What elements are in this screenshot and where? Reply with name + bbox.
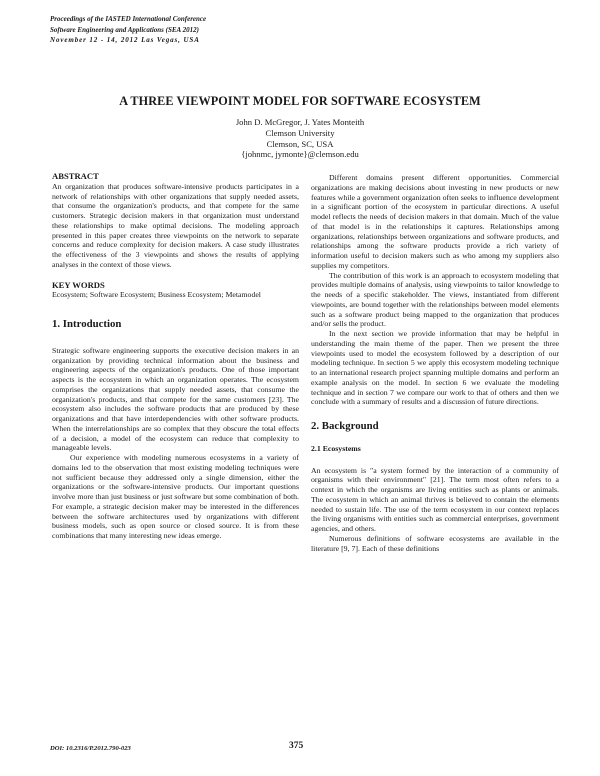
background-paragraph-1: An ecosystem is "a system formed by the interaction of a community of organisms with their environment" [21]. The term most often refers to a context in which the organisms are living entities such as plants or animals. The ecosystem in which an animal thrives is believed to contain the elements needed to sustain life. The use of the term ecosystem in our context replaces the living organisms with entities such as commercial enterprises, government agencies, and others. bbox=[311, 465, 559, 533]
background-heading: 2. Background bbox=[311, 420, 379, 432]
intro-paragraph-2: Our experience with modeling numerous ecosystems in a variety of domains led to the observation that most existing modeling techniques were not sufficient because they addressed only a single dimension, either the organizations or the software-intensive products. Our important questions involve more than just business or just software but some combination of both. For example, a strategic decision maker may be interested in the differences between the software architectures used by organizations with different business models, such as open source or closed source. It is from these combinations that many interesting new ideas emerge. bbox=[52, 453, 299, 540]
conference-subtitle: Software Engineering and Applications (SEA 2012) bbox=[50, 25, 199, 34]
background-paragraph-2: Numerous definitions of software ecosystems are available in the literature [9, 7]. Each of these definitions bbox=[311, 533, 559, 553]
author-affiliation: Clemson University bbox=[265, 127, 335, 138]
conference-name: Proceedings of the IASTED International Conference bbox=[50, 15, 207, 23]
author-location: Clemson, SC, USA bbox=[266, 138, 334, 149]
intro-paragraph-4: The contribution of this work is an approach to ecosystem modeling that provides multiple domains of analysis, using viewpoints to tailor knowledge to the needs of a specific stakeholder. The views, instantiated from different viewpoints, are bound together with the relationships between model elements such as a software product being mapped to the organization that produces and/or sells the product. bbox=[311, 270, 559, 329]
intro-paragraph-3: Different domains present different opportunities. Commercial organizations are making decisions about investing in new products or new features while a government organization often seeks to influence development in a significant portion of the ecosystem in particular directions. A useful model reflects the needs of decision makers in that domain. Much of the value of that model is in the relationships it captures. Relationships among organizations, relationships between organizations and software products, and relationships among the software products provide a rich variety of information useful to decision makers such as who among my suppliers also supplies my competitors. bbox=[311, 173, 559, 270]
abstract-text: An organization that produces software-intensive products participates in a network of relationships with other organizations that supply needed assets, that consume the organization's products, and that compete for the same customers. Strategic decision makers in that organization must understand these relationships to make optimal decisions. The modeling approach presented in this paper creates three viewpoints on the network to separate concerns and reduce complexity for decision makers. A case study illustrates the effectiveness of the 3 viewpoints and shows the results of applying analyses in the context of those views. bbox=[52, 181, 299, 269]
left-column bbox=[52, 172, 299, 541]
author-names: John D. McGregor, J. Yates Monteith bbox=[235, 117, 365, 127]
conference-header bbox=[50, 14, 350, 46]
author-email: {johnmc, jymonte}@clemson.edu bbox=[241, 149, 359, 160]
author-block bbox=[150, 117, 450, 160]
intro-paragraph-5: In the next section we provide information that may be helpful in understanding the main theme of the paper. Then we present the three viewpoints used to model the ecosystem followed by a description of our modeling technique. In section 5 we apply this ecosystem modeling technique to an international research project spanning multiple domains and perform an example analysis on the model. In section 6 we evaluate the modeling technique and in section 7 we compare our work to that of others and then we conclude with a summary of results and a discussion of future directions. bbox=[311, 329, 559, 407]
introduction-heading: 1. Introduction bbox=[52, 318, 122, 330]
page-number: 375 bbox=[289, 741, 304, 751]
intro-paragraph-1: Strategic software engineering supports the executive decision makers in an organization by providing technical information about the business and engineering aspects of the organization's products. One of those important aspects is the ecosystem in which an organization operates. The ecosystem comprises the organizations that supply needed assets, that consume the organization's products, and that compete for the same customers [23]. The ecosystem also includes the software products that are produced by these organizations and that have interdependencies with other software products. When the interrelationships are so complex that they obscure the total effects of a decision, a model of the ecosystem can reduce that complexity to manageable levels. bbox=[52, 345, 299, 453]
right-column bbox=[311, 173, 559, 553]
paper-title: A THREE VIEWPOINT MODEL FOR SOFTWARE ECOSYSTEM bbox=[119, 94, 481, 108]
keywords-text: Ecosystem; Software Ecosystem; Business Ecosystem; Metamodel bbox=[52, 290, 261, 300]
abstract-heading: ABSTRACT bbox=[52, 171, 99, 181]
conference-dates: November 12 - 14, 2012 Las Vegas, USA bbox=[50, 36, 200, 44]
keywords-heading: KEY WORDS bbox=[52, 279, 105, 290]
ecosystems-subheading: 2.1 Ecosystems bbox=[311, 443, 361, 453]
doi-footer: DOI: 10.2316/P.2012.790-023 bbox=[50, 745, 131, 752]
